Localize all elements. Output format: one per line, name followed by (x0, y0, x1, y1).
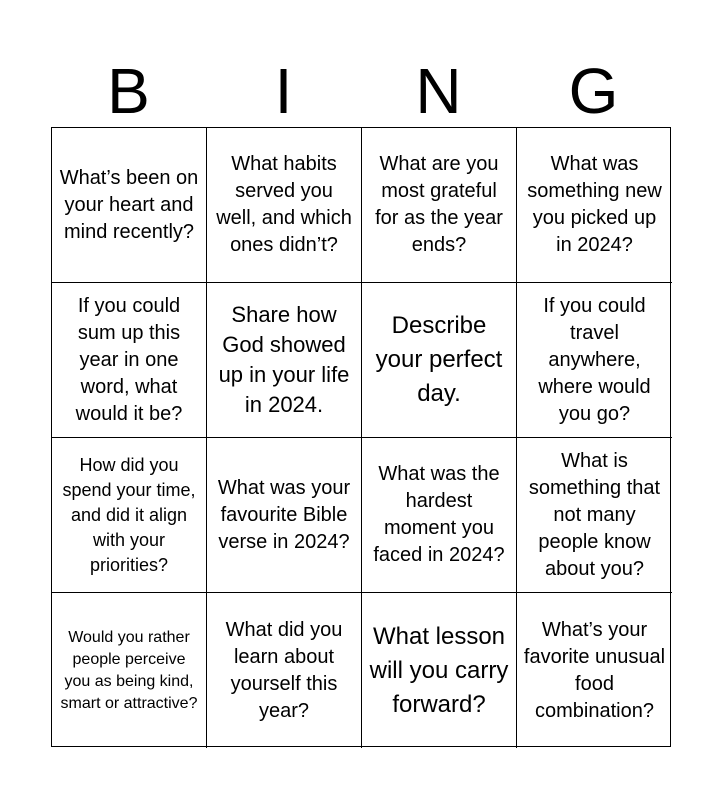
cell-text: What was something new you picked up in 2024? (527, 153, 662, 256)
bingo-cell[interactable] (52, 128, 207, 283)
cell-text: What are you most grateful for as the year ends? (375, 153, 503, 256)
bingo-cell[interactable] (207, 438, 362, 593)
cell-text: What was the hardest moment you faced in 2024? (373, 463, 505, 566)
header-letter-i: I (274, 55, 293, 127)
bingo-cell[interactable] (517, 438, 672, 593)
cell-text: What did you learn about yourself this year? (225, 618, 343, 722)
bingo-cell[interactable] (517, 283, 672, 438)
bingo-cell[interactable] (362, 438, 517, 593)
bingo-cell[interactable] (517, 128, 672, 283)
header-letter-g: G (568, 55, 619, 127)
cell-text: How did you spend your time, and did it align with your priorities? (62, 454, 196, 575)
header-letter-n: N (415, 55, 462, 127)
bingo-cell[interactable] (52, 283, 207, 438)
header-letter-b: B (107, 55, 150, 127)
bingo-cell[interactable] (207, 283, 362, 438)
cell-text: What is something that not many people know about you? (528, 449, 661, 580)
cell-text: What habits served you well, and which ones didn’t? (216, 153, 352, 256)
bingo-cell[interactable] (517, 593, 672, 748)
cell-text: What was your favourite Bible verse in 2024? (217, 476, 351, 553)
bingo-cell[interactable] (52, 438, 207, 593)
cell-text: What’s been on your heart and mind recently? (59, 166, 199, 243)
bingo-cell[interactable] (362, 593, 517, 748)
cell-text: What’s your favorite unusual food combination? (523, 618, 666, 722)
bingo-cell[interactable] (362, 283, 517, 438)
bingo-card (51, 127, 671, 747)
cell-text: If you could sum up this year in one word, what would it be? (75, 294, 183, 425)
cell-text: Describe your perfect day. (375, 312, 503, 407)
bingo-header (51, 55, 671, 127)
bingo-cell[interactable] (362, 128, 517, 283)
bingo-cell[interactable] (207, 593, 362, 748)
cell-text: Would you rather people perceive you as being kind, smart or attractive? (60, 628, 198, 712)
cell-text: If you could travel anywhere, where would you go? (538, 294, 651, 425)
bingo-cell[interactable] (207, 128, 362, 283)
cell-text: What lesson will you carry forward? (369, 622, 509, 718)
bingo-cell[interactable] (52, 593, 207, 748)
cell-text: Share how God showed up in your life in 2024. (218, 302, 350, 417)
